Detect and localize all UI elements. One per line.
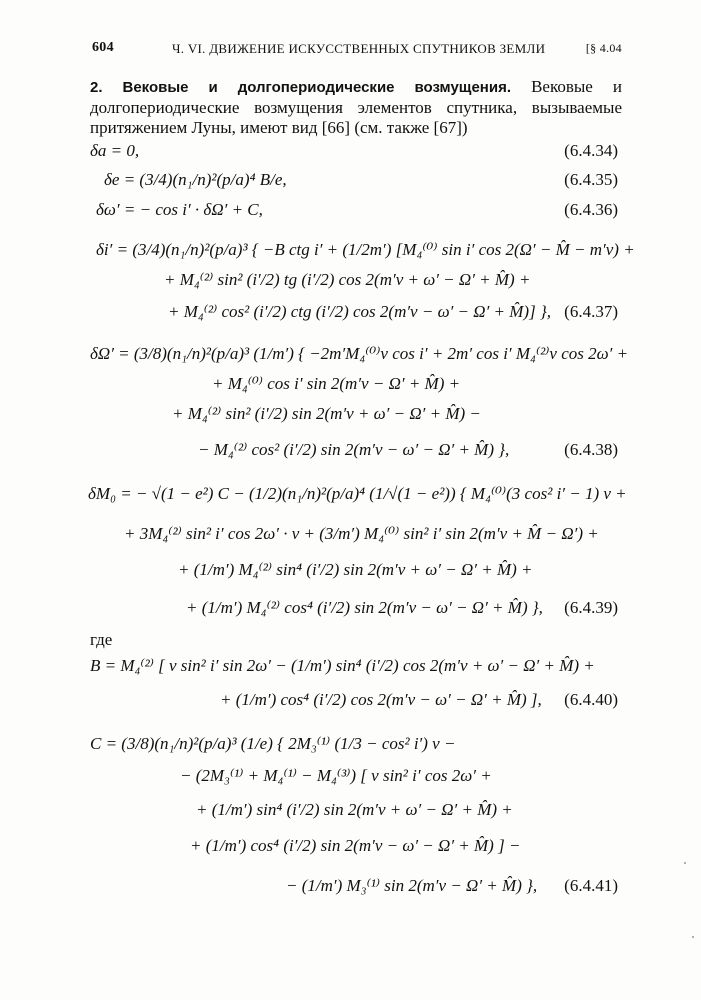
equation-number: (6.4.34)	[564, 141, 618, 160]
equation-line	[0, 302, 701, 330]
formula: − (1/m′) M₃⁽¹⁾ sin 2(m′v − Ω′ + M̂) },	[286, 876, 538, 895]
equation-line	[0, 836, 701, 864]
formula: + (1/m′) cos⁴ (i′/2) sin 2(m′v − ω′ − Ω′ + M̂) ] −	[190, 836, 521, 855]
formula: C = (3/8)(n₁/n)²(p/a)³ (1/e) { 2M₃⁽¹⁾ (1/3 − cos² i′) v −	[90, 734, 456, 753]
equation-line	[0, 440, 701, 468]
equation-number: (6.4.40)	[564, 690, 618, 709]
equation-number: (6.4.37)	[564, 302, 618, 321]
section-heading: 2. Вековые и долгопериодические возмущения.	[90, 79, 511, 96]
formula: + 3M₄⁽²⁾ sin² i′ cos 2ω′ · v + (3/m′) M₄⁽⁰⁾ sin² i′ sin 2(m′v + M̂ − Ω′) +	[124, 524, 599, 543]
formula: + M₄⁽²⁾ cos² (i′/2) ctg (i′/2) cos 2(m′v − ω′ − Ω′ + M̂)] },	[168, 302, 551, 321]
equation-line	[0, 240, 701, 268]
formula: δi′ = (3/4)(n₁/n)²(p/a)³ { −B ctg i′ + (1/2m′) [M₄⁽⁰⁾ sin i′ cos 2(Ω′ − M̂ − m′v) +	[96, 240, 635, 259]
intro-paragraph	[90, 77, 622, 138]
formula: δa = 0,	[90, 141, 140, 160]
equation-line	[0, 344, 701, 372]
where-label: где	[90, 630, 113, 649]
equation-line	[0, 690, 701, 718]
page-number: 604	[92, 40, 114, 55]
section-ref: [§ 4.04	[585, 41, 622, 55]
formula: − (2M₃⁽¹⁾ + M₄⁽¹⁾ − M₄⁽³⁾) [ v sin² i′ cos 2ω′ +	[180, 766, 492, 785]
formula: δe = (3/4)(n₁/n)²(p/a)⁴ B/e,	[104, 170, 287, 189]
equation-number: (6.4.39)	[564, 598, 618, 617]
formula: + (1/m′) sin⁴ (i′/2) sin 2(m′v + ω′ − Ω′ + M̂) +	[196, 800, 513, 819]
equation-number: (6.4.38)	[564, 440, 618, 459]
formula: + (1/m′) M₄⁽²⁾ cos⁴ (i′/2) sin 2(m′v − ω′ − Ω′ + M̂) },	[186, 598, 543, 617]
formula: δω′ = − cos i′ · δΩ′ + C,	[96, 200, 263, 219]
equation-line	[0, 766, 701, 794]
equation-line	[0, 404, 701, 432]
formula: + M₄⁽⁰⁾ cos i′ sin 2(m′v − Ω′ + M̂) +	[212, 374, 461, 393]
formula: δΩ′ = (3/8)(n₁/n)²(p/a)³ (1/m′) { −2m′M₄⁽⁰⁾v cos i′ + 2m′ cos i′ M₄⁽²⁾v cos 2ω′ +	[90, 344, 629, 363]
equation-line	[0, 734, 701, 762]
equation-number: (6.4.41)	[564, 876, 618, 895]
formula: B = M₄⁽²⁾ [ v sin² i′ sin 2ω′ − (1/m′) sin⁴ (i′/2) cos 2(m′v + ω′ − Ω′ + M̂) +	[90, 656, 595, 675]
scan-speck	[692, 936, 694, 938]
formula: + (1/m′) cos⁴ (i′/2) cos 2(m′v − ω′ − Ω′ + M̂) ],	[220, 690, 542, 709]
equation-line	[0, 800, 701, 828]
equation-line	[0, 270, 701, 298]
section-text: Вековые и долгопериодические возмущения элементов спутника, вызываемые притяжением Луны, имеют вид [66] (см. также [67])	[90, 77, 622, 137]
equation-line	[0, 524, 701, 552]
equation-line	[0, 656, 701, 684]
formula: − M₄⁽²⁾ cos² (i′/2) sin 2(m′v − ω′ − Ω′ + M̂) },	[198, 440, 510, 459]
equation-line	[0, 484, 701, 512]
running-header	[92, 40, 622, 62]
equation-line	[0, 876, 701, 904]
formula: + M₄⁽²⁾ sin² (i′/2) tg (i′/2) cos 2(m′v + ω′ − Ω′ + M̂) +	[164, 270, 531, 289]
equation-line	[0, 141, 701, 169]
equation-number: (6.4.35)	[564, 170, 618, 189]
equation-line	[0, 598, 701, 626]
equation-line	[0, 170, 701, 198]
formula: δM₀ = − √(1 − e²) C − (1/2)(n₁/n)²(p/a)⁴ (1/√(1 − e²)) { M₄⁽⁰⁾(3 cos² i′ − 1) v +	[88, 484, 627, 503]
equation-line	[0, 200, 701, 228]
equation-line	[0, 374, 701, 402]
scan-speck	[684, 862, 686, 864]
formula: + (1/m′) M₄⁽²⁾ sin⁴ (i′/2) sin 2(m′v + ω′ − Ω′ + M̂) +	[178, 560, 533, 579]
formula: + M₄⁽²⁾ sin² (i′/2) sin 2(m′v + ω′ − Ω′ + M̂) −	[172, 404, 481, 423]
chapter-title: Ч. VI. ДВИЖЕНИЕ ИСКУССТВЕННЫХ СПУТНИКОВ ЗЕМЛИ	[172, 41, 546, 56]
equation-line	[0, 560, 701, 588]
equation-number: (6.4.36)	[564, 200, 618, 219]
